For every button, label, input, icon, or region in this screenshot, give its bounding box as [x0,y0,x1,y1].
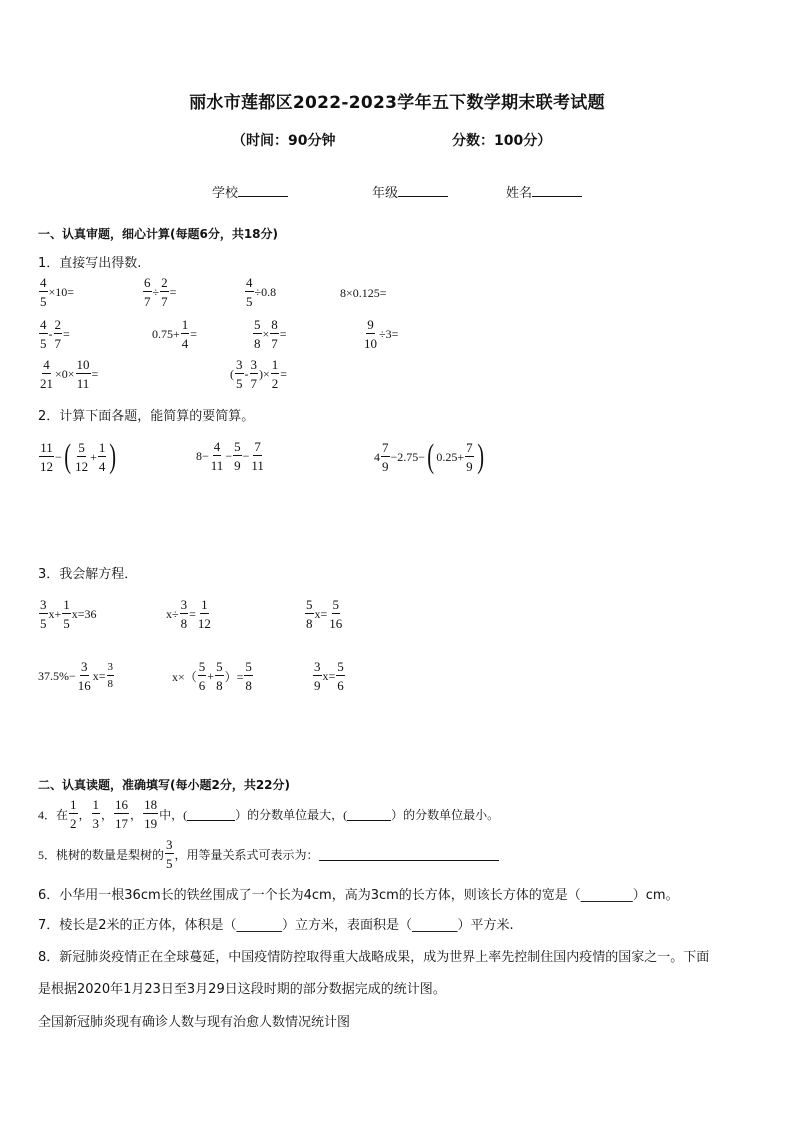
operator: × [262,326,270,341]
q1-item-2 [142,276,176,308]
numerator: 1 [201,597,208,612]
numerator: 3 [81,659,88,674]
exam-score: 分数：100分） [452,133,552,149]
denominator: 21 [40,376,53,391]
operator: x÷ [166,606,179,621]
fraction [143,798,158,830]
numerator: 9 [367,317,374,332]
denominator: 7 [54,336,61,351]
q1-item-9 [38,358,98,390]
expression: 8×0.125= [340,286,387,300]
numerator: 5 [332,597,340,612]
fraction [336,660,345,692]
numerator: 4 [43,357,50,372]
operator: - [48,326,53,341]
operator: - [244,366,249,381]
chart-caption: 全国新冠肺炎现有确诊人数与现有治愈人数情况统计图 [38,1015,351,1030]
answer-blank[interactable] [347,808,391,821]
q1-item-1 [38,276,74,308]
denominator: 5 [236,376,243,391]
denominator: 12 [197,616,211,631]
fraction [76,358,91,390]
denominator: 9 [466,459,473,474]
operator: + [90,449,97,464]
operator: x= [314,606,328,621]
numerator: 5 [78,440,85,455]
school-blank [238,184,288,197]
denominator: 3 [92,816,100,831]
numerator: 5 [306,597,313,612]
denominator: 4 [181,336,189,351]
denominator: 12 [75,459,89,474]
numerator: 11 [40,440,53,455]
numerator: 5 [245,659,252,674]
operator: x×（ [172,669,197,684]
school-label: 学校 [212,186,239,201]
numerator: 5 [216,659,223,674]
numerator: 1 [92,797,100,812]
denominator: 4 [98,459,106,474]
operator: ， [101,807,114,822]
right-paren: ) [109,438,117,475]
fraction [210,440,225,472]
fraction [235,358,244,390]
fraction [107,662,115,690]
operator: ×0× [55,366,75,381]
operator: = [63,326,70,341]
denominator: 7 [144,294,151,309]
operator: ) [259,366,263,381]
fraction [271,358,280,390]
q3-item-6 [312,660,346,692]
q4-text: 中，( [159,807,188,822]
q4-text: ）的分数单位最小。 [391,807,500,822]
operator: 8− [196,448,209,463]
exam-time: （时间：90分钟 [232,133,336,149]
denominator: 16 [77,678,91,693]
school-field [212,182,288,201]
numerator: 3 [107,662,115,676]
right-paren: ) [476,438,484,475]
numerator: 7 [382,440,389,455]
operator: − [242,448,250,463]
grade-label: 年级 [372,186,399,201]
operator: 4 [374,449,380,464]
numerator: 5 [254,317,261,332]
operator: x=36 [71,606,97,621]
denominator: 5 [40,294,47,309]
question-6: 6．小华用一根36cm长的铁丝围成了一个长为4cm，高为3cm的长方体，则该长方体的宽是（________）cm。 [38,888,679,903]
denominator: 2 [271,376,279,391]
fraction [215,660,224,692]
denominator: 6 [337,678,344,693]
numerator: 3 [166,837,173,852]
denominator: 8 [254,336,261,351]
fraction [381,441,390,473]
numerator: 2 [161,275,168,290]
denominator: 8 [107,678,114,690]
fraction [39,441,54,473]
denominator: 9 [234,458,241,473]
fraction [233,440,242,472]
numerator: 1 [70,797,77,812]
name-blank [532,184,582,197]
operator: 0.75+ [152,326,180,341]
denominator: 8 [245,678,252,693]
denominator: 8 [180,616,188,631]
numerator: 2 [54,317,61,332]
question-8-line-2: 是根据2020年1月23日至3月29日这段时期的部分数据完成的统计图。 [38,982,446,997]
q4-text: ）的分数单位最大，( [235,807,348,822]
fraction [160,276,169,308]
numerator: 5 [234,439,241,454]
q2-item-2 [196,440,266,472]
numerator: 4 [40,317,47,332]
denominator: 8 [216,678,223,693]
numerator: 5 [337,659,344,674]
fraction [39,598,48,630]
denominator: 11 [76,376,90,391]
numerator: 18 [144,797,158,812]
numerator: 1 [98,440,106,455]
operator: × [263,366,270,381]
numerator: 10 [76,357,90,372]
fraction [328,598,343,630]
question-8-line-1: 8．新冠肺炎疫情正在全球蔓延，中国疫情防控取得重大战略成果，成为世界上率先控制住国内疫情的国家之一。下面 [38,950,710,965]
denominator: 8 [306,616,313,631]
operator: ， [78,807,91,822]
operator: 0.25+ [436,449,465,464]
q1-item-8 [362,318,398,350]
operator: ）= [224,669,244,684]
question-7: 7．棱长是2米的正方体，体积是（_______）立方米，表面积是（_______）平方米. [38,918,514,933]
numerator: 3 [314,659,321,674]
fraction [54,318,63,350]
denominator: 12 [40,459,53,474]
q2-item-1 [38,440,119,474]
operator: x= [322,668,336,683]
q1-item-7 [252,318,287,350]
q1-item-5 [38,318,70,350]
question-5 [38,838,499,870]
denominator: 11 [251,458,264,473]
operator: ÷ [152,284,160,299]
fraction [465,441,474,473]
fraction [39,276,48,308]
operator: x+ [48,606,62,621]
q3-item-1 [38,598,97,630]
fraction [253,318,262,350]
fraction [92,798,101,830]
denominator: 16 [329,616,343,631]
fraction [181,318,190,350]
question-3: 3．我会解方程． [38,567,138,582]
operator: ×10= [48,284,75,299]
denominator: 11 [210,458,224,473]
q2-item-3 [374,440,486,474]
fraction [180,598,189,630]
q4-text: 4．在 [38,807,69,822]
denominator: 7 [250,376,257,391]
denominator: 19 [144,816,158,831]
numerator: 3 [180,597,188,612]
numerator: 5 [198,659,206,674]
operator: ( [230,366,234,381]
operator: = [91,366,99,381]
denominator: 5 [40,616,47,631]
denominator: 7 [271,336,278,351]
fraction [198,660,207,692]
question-1: 1．直接写出得数. [38,256,142,271]
operator: = [169,284,177,299]
numerator: 3 [250,357,257,372]
name-field [506,182,582,201]
q1-item-4 [340,286,387,301]
fraction [69,798,78,830]
fraction [39,358,54,390]
denominator: 5 [63,616,70,631]
numerator: 1 [181,317,189,332]
operator: − [225,448,233,463]
fraction [165,838,174,870]
numerator: 4 [246,275,253,290]
denominator: 7 [161,294,168,309]
q5-text: 5．桃树的数量是梨树的 [38,847,165,862]
denominator: 10 [364,336,377,351]
numerator: 1 [63,597,70,612]
left-paren: ( [427,438,435,475]
question-2: 2．计算下面各题，能简算的要简算。 [38,409,255,424]
section-2-heading: 二、认真读题，准确填写(每小题2分，共22分) [38,778,291,792]
fraction [114,798,129,830]
operator: ， [130,807,143,822]
operator: −2.75− [390,449,426,464]
q3-item-2 [166,598,213,630]
operator: = [190,326,198,341]
answer-blank[interactable] [187,808,235,821]
section-1-heading: 一、认真审题，细心计算(每题6分，共18分) [38,227,279,241]
left-paren: ( [64,438,71,475]
fraction [363,318,378,350]
grade-field [372,182,448,201]
denominator: 2 [70,816,77,831]
grade-blank [398,184,448,197]
answer-blank[interactable] [319,848,499,861]
fraction [197,598,212,630]
numerator: 4 [40,275,47,290]
operator: = [279,326,287,341]
numerator: 6 [144,275,151,290]
operator: − [55,449,62,464]
numerator: 8 [271,317,278,332]
fraction [143,276,152,308]
fraction [77,660,92,692]
operator: + [207,668,215,683]
operator: x= [92,668,106,683]
operator: = [280,366,288,381]
q3-item-3 [304,598,344,630]
denominator: 6 [198,678,206,693]
q1-item-10 [230,358,287,390]
numerator: 1 [271,357,279,372]
operator: ÷0.8 [254,284,277,299]
denominator: 17 [115,816,129,831]
denominator: 5 [246,294,253,309]
fraction [250,440,265,472]
q1-item-6 [152,318,197,350]
q3-item-5 [172,660,254,692]
q5-text: ，用等量关系式可表示为： [174,847,319,862]
page-title: 丽水市莲都区2022-2023学年五下数学期末联考试题 [189,93,605,113]
fraction [245,276,254,308]
fraction [313,660,322,692]
fraction [244,660,253,692]
fraction [62,598,71,630]
question-4 [38,798,499,830]
numerator: 3 [236,357,243,372]
q1-item-3 [244,276,276,308]
operator: ÷3= [379,326,399,341]
q3-item-4 [38,660,115,692]
denominator: 5 [40,336,47,351]
operator: 37.5%− [38,668,76,683]
fraction [98,441,107,473]
fraction [270,318,279,350]
denominator: 5 [166,856,173,871]
operator: = [189,606,196,621]
denominator: 9 [382,459,389,474]
fraction [74,441,89,473]
numerator: 16 [115,797,129,812]
numerator: 7 [466,440,473,455]
numerator: 3 [40,597,47,612]
fraction [250,358,259,390]
numerator: 7 [254,439,261,454]
numerator: 4 [213,439,221,454]
denominator: 9 [314,678,321,693]
fraction [39,318,48,350]
name-label: 姓名 [506,186,533,201]
fraction [305,598,314,630]
